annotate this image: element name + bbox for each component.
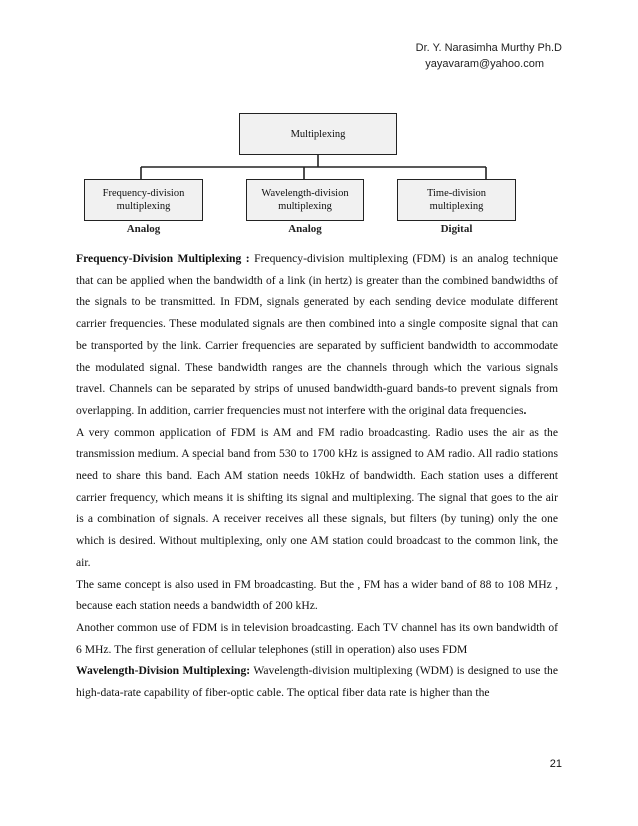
page-number: 21 — [549, 758, 562, 770]
body-text — [76, 248, 558, 704]
fdm-paragraph — [76, 248, 558, 422]
author-name: Dr. Y. Narasimha Murthy Ph.D — [415, 42, 562, 54]
wdm-paragraph — [76, 660, 558, 703]
tdm-label-line2: multiplexing — [429, 201, 484, 212]
wdm-box — [246, 179, 364, 221]
fdm-text: Frequency-division multiplexing (FDM) is an analog technique that can be applied when the bandwidth of a link (in hertz) is greater than the combined bandwidths of the signals to be transmitted. In FDM, signals generated by each sending device modulate different carrier frequencies. These modulated signals are then combined into a single composite signal that can be transported by the link. Carrier frequencies are separated by sufficient bandwidth to accommodate the modulated signal. These bandwidth ranges are the channels through which the various signals travel. Channels can be separated by strips of unused bandwidth-guard bands-to prevent signals from overlapping. In addition, carrier frequencies must not interfere with the original data frequencies — [76, 252, 558, 417]
wdm-type: Analog — [288, 223, 322, 235]
multiplexing-diagram — [0, 0, 638, 245]
fdm-box — [84, 179, 203, 221]
root-box-multiplexing — [239, 113, 397, 155]
wdm-label-line2: multiplexing — [278, 201, 332, 212]
am-paragraph: A very common application of FDM is AM and FM radio broadcasting. Radio uses the air as the transmission medium. A special band from 530 to 1700 kHz is assigned to AM radio. All radio stations need to share this band. Each AM station needs 10kHz of bandwidth. Each station uses a different carrier frequency, which means it is shifting its signal and multiplexing. The signal that goes to the air is a combination of signals. A receiver receives all these signals, but filters (by tuning) only the one which is desired. Without multiplexing, only one AM station could broadcast to the common link, the air. — [76, 425, 558, 569]
tdm-type: Digital — [440, 223, 473, 235]
fdm-label-line1: Frequency-division — [102, 188, 185, 199]
wdm-heading: Wavelength-Division Multiplexing: — [76, 664, 251, 678]
tv-paragraph: Another common use of FDM is in television broadcasting. Each TV channel has its own bandwidth of 6 MHz. The first generation of cellular telephones (still in operation) also uses FDM — [76, 620, 558, 656]
fdm-text-end: . — [523, 403, 527, 417]
fdm-label-line2: multiplexing — [116, 201, 171, 212]
tdm-box — [397, 179, 516, 221]
fdm-type: Analog — [126, 223, 161, 235]
fdm-heading: Frequency-Division Multiplexing : — [76, 252, 250, 265]
wdm-text: Wavelength-division multiplexing (WDM) is designed to use the high-data-rate capability of fiber-optic cable. The optical fiber data rate is higher than the — [76, 664, 558, 700]
fm-paragraph: The same concept is also used in FM broadcasting. But the , FM has a wider band of 88 to 108 MHz , because each station needs a bandwidth of 200 kHz. — [76, 577, 558, 613]
wdm-label-line1: Wavelength-division — [261, 188, 349, 199]
tdm-label-line1: Time-division — [426, 188, 487, 199]
author-email: yayavaram@yahoo.com — [425, 58, 544, 70]
root-label: Multiplexing — [290, 128, 346, 140]
